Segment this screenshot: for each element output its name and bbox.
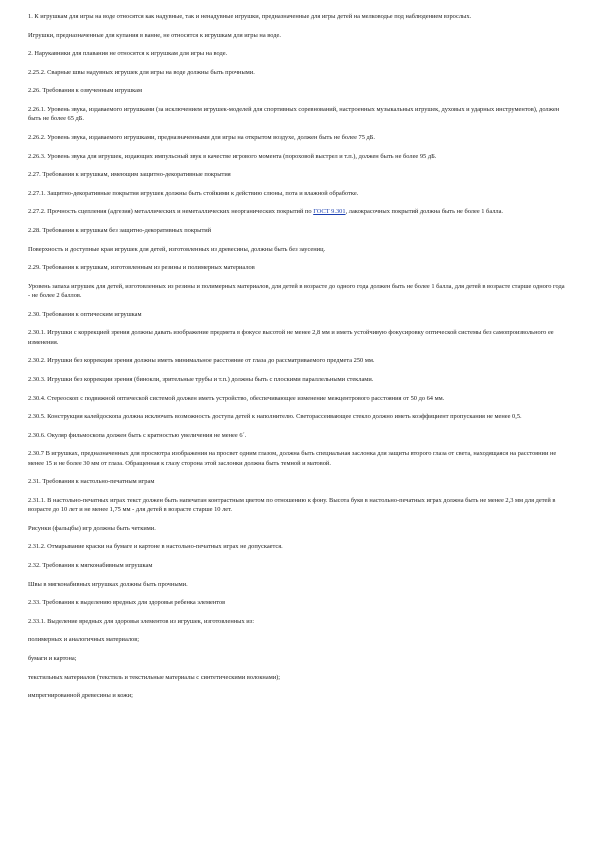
paragraph: 2.27.1. Защитно-декоративные покрытия игрушек должны быть стойкими к действию слюны, пота и влажной обработке. bbox=[28, 189, 359, 197]
section-heading: 2.26. Требования к озвученным игрушкам bbox=[28, 87, 143, 95]
paragraph: 2.30.6. Окуляр фильмоскопа должен быть с кратностью увеличения не менее 6´. bbox=[28, 431, 247, 439]
paragraph: 2.26.3. Уровень звука для игрушек, издающих импульсный звук в качестве игрового момента (пороховой выстрел и т.п.), должен быть не более 95 дБ. bbox=[28, 152, 437, 160]
list-item: бумаги и картона; bbox=[28, 655, 77, 663]
paragraph-with-link bbox=[28, 207, 566, 216]
paragraph: 2.33.1. Выделение вредных для здоровья элементов из игрушек, изготовленных из: bbox=[28, 617, 254, 625]
document-page bbox=[28, 12, 566, 710]
paragraph: 2.30.4. Стереоскоп с подвижной оптической системой должен иметь устройство, обеспечивающее изменение межцентрового расстояния от 50 до 64 мм. bbox=[28, 394, 445, 402]
paragraph: 2.31.2. Отмарывание краски на бумаге и картоне в настольно-печатных играх не допускается. bbox=[28, 543, 283, 551]
section-heading: 2.33. Требования к выделению вредных для здоровья ребенка элементов bbox=[28, 599, 226, 607]
paragraph: Швы в мягконабивных игрушках должны быть прочными. bbox=[28, 580, 188, 588]
section-heading: 2.28. Требования к игрушкам без защитно-декоративных покрытий bbox=[28, 226, 212, 234]
gost-9301-link[interactable]: ГОСТ 9.301 bbox=[313, 208, 346, 216]
section-heading: 2.31. Требования к настольно-печатным играм bbox=[28, 478, 155, 486]
section-heading: 2.29. Требования к игрушкам, изготовленным из резины и полимерных материалов bbox=[28, 264, 255, 272]
section-heading: 2.30. Требования к оптическим игрушкам bbox=[28, 310, 142, 318]
paragraph: Рисунки (фальцбы) игр должны быть четкими. bbox=[28, 524, 156, 532]
paragraph: 2.30.5. Конструкция калейдоскопа должна исключать возможность доступа детей к наполнителю. Светорассеивающее стекло должно иметь коэффициент пропускания не менее 0,5. bbox=[28, 413, 522, 421]
section-heading: 2.32. Требования к мягконабивным игрушкам bbox=[28, 562, 153, 570]
paragraph: 1. К игрушкам для игры на воде относятся как надувные, так и ненадувные игрушки, предназначенные для игры детей на мелководье под наблюдением взрослых. bbox=[28, 13, 472, 20]
paragraph: 2.30.1. Игрушки с коррекцией зрения должны давать изображение предмета в фокусе высотой не менее 2,8 мм и иметь устойчивую фокусировку оптической системы без самопроизвольного ее изменения. bbox=[28, 329, 554, 346]
paragraph: 2.25.2. Сварные швы надувных игрушек для игры на воде должны быть прочными. bbox=[28, 68, 255, 76]
paragraph: Уровень запаха игрушек для детей, изготовленных из резины и полимерных материалов, для детей в возрасте до одного года должен быть не более 1 балла, для детей в возрасте старше одного года - не более 2 баллов. bbox=[28, 282, 565, 300]
paragraph: 2.26.1. Уровень звука, издаваемого игрушками (за исключением игрушек-моделей для спортивных соревнований, настроенных музыкальных игрушек, духовых и ударных инструментов), должен быть не более 65 дБ. bbox=[28, 105, 560, 123]
list-item: полимерных и аналогичных материалов; bbox=[28, 636, 140, 644]
paragraph: 2.26.2. Уровень звука, издаваемого игрушками, предназначенными для игры на открытом воздухе, должен быть не более 75 дБ. bbox=[28, 133, 376, 141]
paragraph: 2.30.2. Игрушки без коррекции зрения должны иметь минимальное расстояние от глаза до рассматриваемого предмета 250 мм. bbox=[28, 357, 375, 365]
paragraph: Поверхность и доступные края игрушек для детей, изготовленных из древесины, должны быть без заусениц. bbox=[28, 245, 326, 253]
paragraph: 2.30.3. Игрушки без коррекции зрения (бинокли, зрительные трубы и т.п.) должны быть с плоскими параллельными стеклами. bbox=[28, 375, 374, 383]
list-item: импрегнированной древесины и кожи; bbox=[28, 692, 133, 700]
paragraph-text: , лакокрасочных покрытий должна быть не более 1 балла. bbox=[345, 208, 504, 216]
paragraph: 2.31.1. В настольно-печатных играх текст должен быть напечатан контрастным цветом по отношению к фону. Высота букв в настольно-печатных играх должна быть не менее 2,3 мм для детей в возрасте до 10 лет и не менее 1,75 мм - для детей в возрасте старше 10 лет. bbox=[28, 496, 556, 514]
paragraph: 2. Нарукавники для плавания не относятся к игрушкам для игры на воде. bbox=[28, 50, 228, 58]
list-item: текстильных материалов (текстиль и текстильные материалы с синтетическими волокнами); bbox=[28, 673, 281, 681]
paragraph: Игрушки, предназначенные для купания в ванне, не относятся к игрушкам для игры на воде. bbox=[28, 31, 281, 39]
paragraph: 2.30.7 В игрушках, предназначенных для просмотра изображения на просвет одним глазом, должна быть специальная заслонка для защиты второго глаза от света, находящаяся на расстоянии не менее 15 и не более 30 мм от глаза. Обращенная к глазу сторона этой заслонки должна быть темной и матовой. bbox=[28, 450, 557, 467]
section-heading: 2.27. Требования к игрушкам, имеющим защитно-декоративные покрытия bbox=[28, 171, 231, 179]
paragraph-text: 2.27.2. Прочность сцепления (адгезия) металлических и неметаллических неорганических покрытий по bbox=[28, 208, 314, 216]
